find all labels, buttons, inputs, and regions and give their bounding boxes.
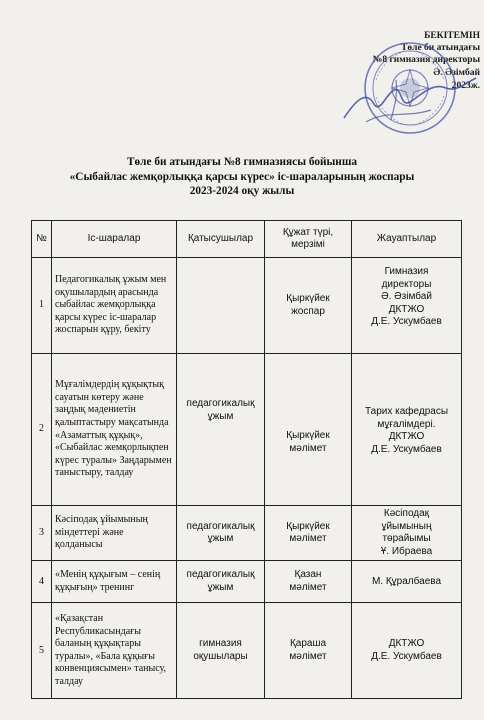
doc-deadline: Қараша: [289, 638, 327, 650]
table-row: [32, 258, 462, 354]
responsible-cell: [352, 258, 462, 354]
document-cell: [265, 561, 352, 603]
responsible-cell: [352, 603, 462, 699]
participants-cell: [177, 561, 265, 603]
responsible-line: М. Құралбаева: [371, 575, 442, 587]
responsible-cell: [352, 354, 462, 506]
col-header-activities: Іс-шаралар: [52, 221, 177, 258]
doc-type: жоспар: [291, 305, 325, 317]
doc-deadline: Қыркүйек: [286, 292, 330, 304]
doc-type: мәлімет: [289, 650, 327, 662]
doc-type: мәлімет: [289, 442, 327, 454]
responsible-line: Гимназия: [384, 266, 429, 277]
responsible-line: Ә. Әзімбай: [381, 291, 432, 303]
document-cell: [265, 603, 352, 699]
row-number: 5: [32, 603, 52, 699]
participants-line: гимназия: [199, 638, 242, 650]
doc-deadline: Қыркүйек: [286, 430, 330, 441]
document-title: [0, 155, 484, 199]
participants-line: педагогикалық: [186, 398, 255, 409]
row-number: 1: [32, 258, 52, 354]
responsible-line: төрайымы: [382, 533, 431, 545]
responsible-line: ДКТЖО: [388, 303, 425, 315]
table-row: [32, 506, 462, 561]
responsible-line: ДКТЖО: [388, 638, 425, 650]
responsible-line: Кәсіподақ: [383, 508, 430, 519]
activity-cell: Мұғалімдердің құқықтық сауатын көтеру және заңдық мәдениетін қалыптастыру мақсатында «Азаматтық құқық», «Сыбайлас жемқорлықпен күрес туралы» Заңдарымен таныстыру, талдау: [52, 354, 177, 506]
responsible-line: Д.Е. Ускумбаев: [371, 443, 442, 455]
col-header-responsible: Жауаптылар: [352, 221, 462, 258]
row-number: 4: [32, 561, 52, 603]
col-header-document-deadline: Құжат түрі, мерзімі: [265, 221, 352, 258]
title-line-3: 2023-2024 оқу жылы: [189, 185, 295, 197]
doc-deadline: Қыркүйек: [286, 520, 330, 532]
signature: [336, 60, 484, 130]
activity-cell: «Қазақстан Республикасындағы баланың құқықтары туралы», «Бала құқығы конвенциясымен» танысу, талдау: [52, 603, 177, 699]
table-row: [32, 603, 462, 699]
responsible-line: Д.Е. Ускумбаев: [371, 650, 442, 662]
participants-cell: [177, 603, 265, 699]
participants-cell: [177, 506, 265, 561]
approval-line: №8 гимназия директоры: [372, 55, 480, 66]
title-line-2: «Сыбайлас жемқорлыққа қарсы күрес» іс-шараларының жоспары: [69, 170, 415, 183]
responsible-line: ұйымының: [381, 520, 432, 532]
participants-line: ұжым: [207, 410, 234, 422]
responsible-line: ДКТЖО: [388, 431, 425, 443]
row-number: 3: [32, 506, 52, 561]
responsible-cell: [352, 506, 462, 561]
activity-cell: Педагогикалық ұжым мен оқушылардың арасында сыбайлас жемқорлыққа қарсы күрес іс-шаралар жоспарын құру, бекіту: [52, 258, 177, 354]
activity-cell: «Менің құқығым – сенің құқығың» тренинг: [52, 561, 177, 603]
table-header-row: [32, 221, 462, 258]
activity-cell: Кәсіподақ ұйымының міндеттері және қолданысы: [52, 506, 177, 561]
doc-deadline: Қазан: [294, 569, 322, 581]
document-cell: [265, 506, 352, 561]
plan-table: [31, 220, 462, 699]
responsible-line: мұғалімдері.: [377, 418, 436, 430]
participants-line: педагогикалық: [186, 569, 255, 581]
approval-line: БЕКІТЕМІН: [424, 31, 480, 41]
doc-type: мәлімет: [289, 581, 327, 593]
document-cell: [265, 258, 352, 354]
participants-line: ұжым: [207, 581, 234, 593]
col-header-number: №: [32, 221, 52, 258]
responsible-line: Д.Е. Ускумбаев: [371, 316, 442, 328]
responsible-line: Тарих кафедрасы: [364, 406, 449, 417]
row-number: 2: [32, 354, 52, 506]
document-cell: [265, 354, 352, 506]
approval-line: Ә. Әзімбай: [433, 67, 480, 78]
col-header-participants: Қатысушылар: [177, 221, 265, 258]
table-row: [32, 561, 462, 603]
responsible-line: Ұ. Ибраева: [380, 545, 433, 557]
table-row: [32, 354, 462, 506]
approval-line: 2023ж.: [451, 80, 480, 91]
participants-line: ұжым: [207, 533, 234, 545]
participants-cell: [177, 258, 265, 354]
responsible-cell: [352, 561, 462, 603]
doc-type: мәлімет: [289, 533, 327, 545]
responsible-line: директоры: [381, 278, 432, 290]
participants-line: оқушылары: [193, 650, 248, 662]
participants-line: педагогикалық: [186, 520, 255, 532]
participants-cell: [177, 354, 265, 506]
title-line-1: Төле би атындағы №8 гимназиясы бойынша: [126, 156, 358, 168]
approval-line: Төле би атындағы: [401, 43, 480, 54]
